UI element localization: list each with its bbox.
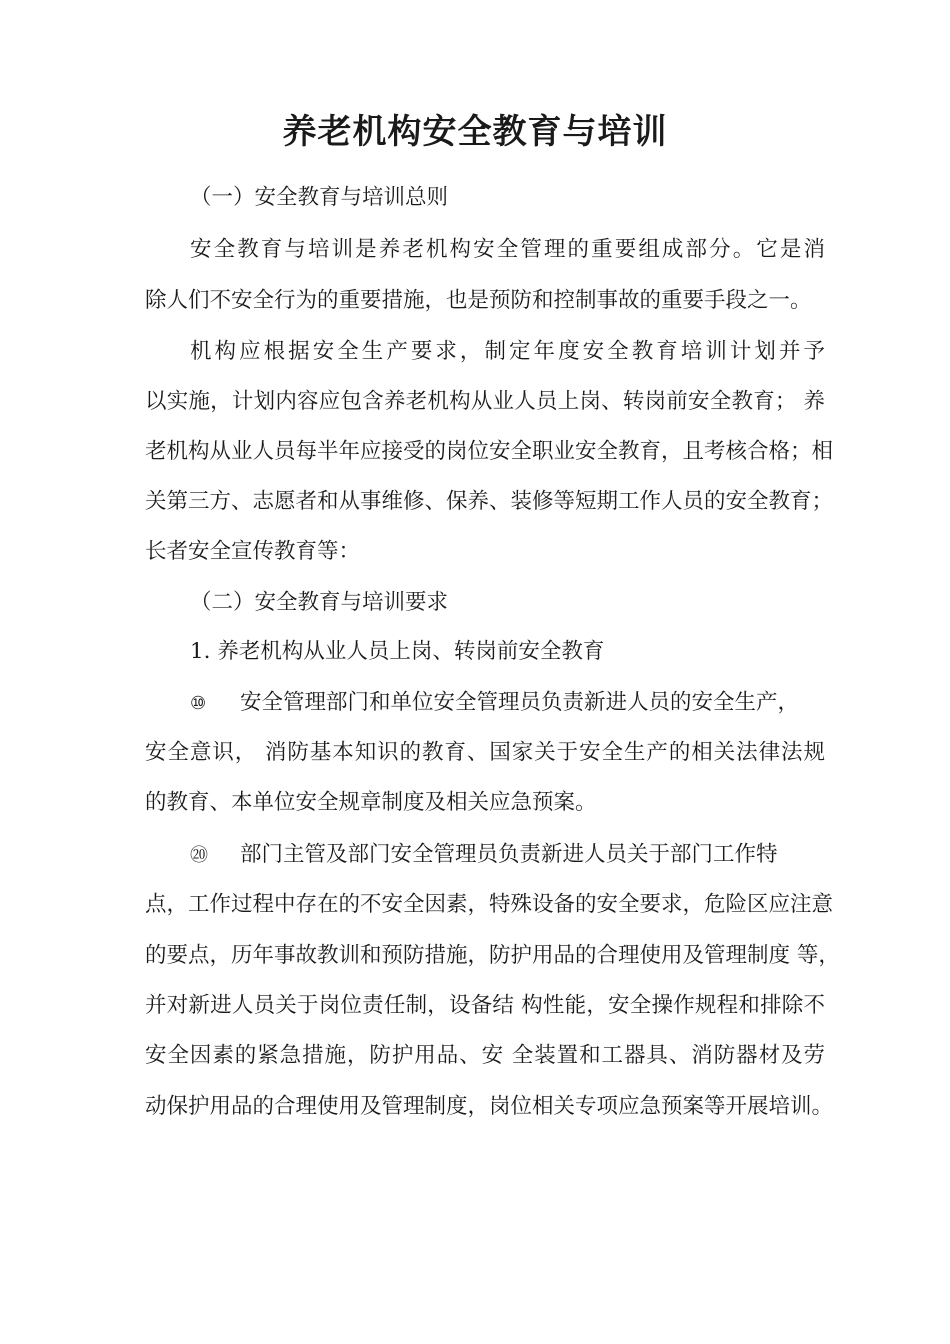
sub-item-1-line-3: 的教育、本单位安全规章制度及相关应急预案。	[145, 790, 597, 815]
sub-item-2-line-5: 安全因素的紧急措施，防护用品、安 全装置和工器具、消防器材及劳	[145, 1043, 825, 1068]
sub-item-2-line-1	[190, 840, 825, 871]
sub-item-1-marker: ⑩	[190, 693, 207, 714]
sub-item-1-text: 安全管理部门和单位安全管理员负责新进人员的安全生产，	[240, 690, 800, 715]
page-title: 养老机构安全教育与培训	[282, 112, 668, 152]
paragraph-2-line-3: 老机构从业人员每半年应接受的岗位安全职业安全教育，且考核合格；相	[145, 439, 834, 464]
paragraph-2-line-1: 机构应根据安全生产要求，制定年度安全教育培训计划并予	[190, 339, 825, 364]
paragraph-2-line-2: 以实施，计划内容应包含养老机构从业人员上岗、转岗前安全教育； 养	[145, 389, 825, 414]
sub-item-2-text: 部门主管及部门安全管理员负责新进人员关于部门工作特	[240, 842, 778, 867]
sub-item-2-line-4: 并对新进人员关于岗位责任制，设备结 构性能，安全操作规程和排除不	[145, 993, 825, 1018]
sub-item-1-line-2: 安全意识， 消防基本知识的教育、国家关于安全生产的相关法律法规	[145, 740, 825, 765]
paragraph-2-line-5: 长者安全宣传教育等：	[145, 539, 361, 564]
sub-item-2-line-2: 点，工作过程中存在的不安全因素，特殊设备的安全要求，危险区应注意	[145, 892, 834, 917]
sub-item-2-marker: ⑳	[190, 845, 208, 866]
paragraph-1-line-2: 除人们不安全行为的重要措施，也是预防和控制事故的重要手段之一。	[145, 288, 812, 313]
sub-item-2-line-6: 动保护用品的合理使用及管理制度，岗位相关专项应急预案等开展培训。	[145, 1094, 834, 1119]
item-1-heading: 1. 养老机构从业人员上岗、转岗前安全教育	[190, 639, 605, 664]
paragraph-1-line-1: 安全教育与培训是养老机构安全管理的重要组成部分。它是消	[190, 237, 825, 262]
sub-item-2-line-3: 的要点，历年事故教训和预防措施，防护用品的合理使用及管理制度 等，	[145, 943, 840, 968]
paragraph-2-line-4: 关第三方、志愿者和从事维修、保养、装修等短期工作人员的安全教育；	[145, 489, 834, 514]
section-heading-1: （一）安全教育与培训总则	[190, 185, 449, 210]
section-heading-2: （二）安全教育与培训要求	[190, 590, 449, 615]
sub-item-1-line-1	[190, 688, 825, 719]
